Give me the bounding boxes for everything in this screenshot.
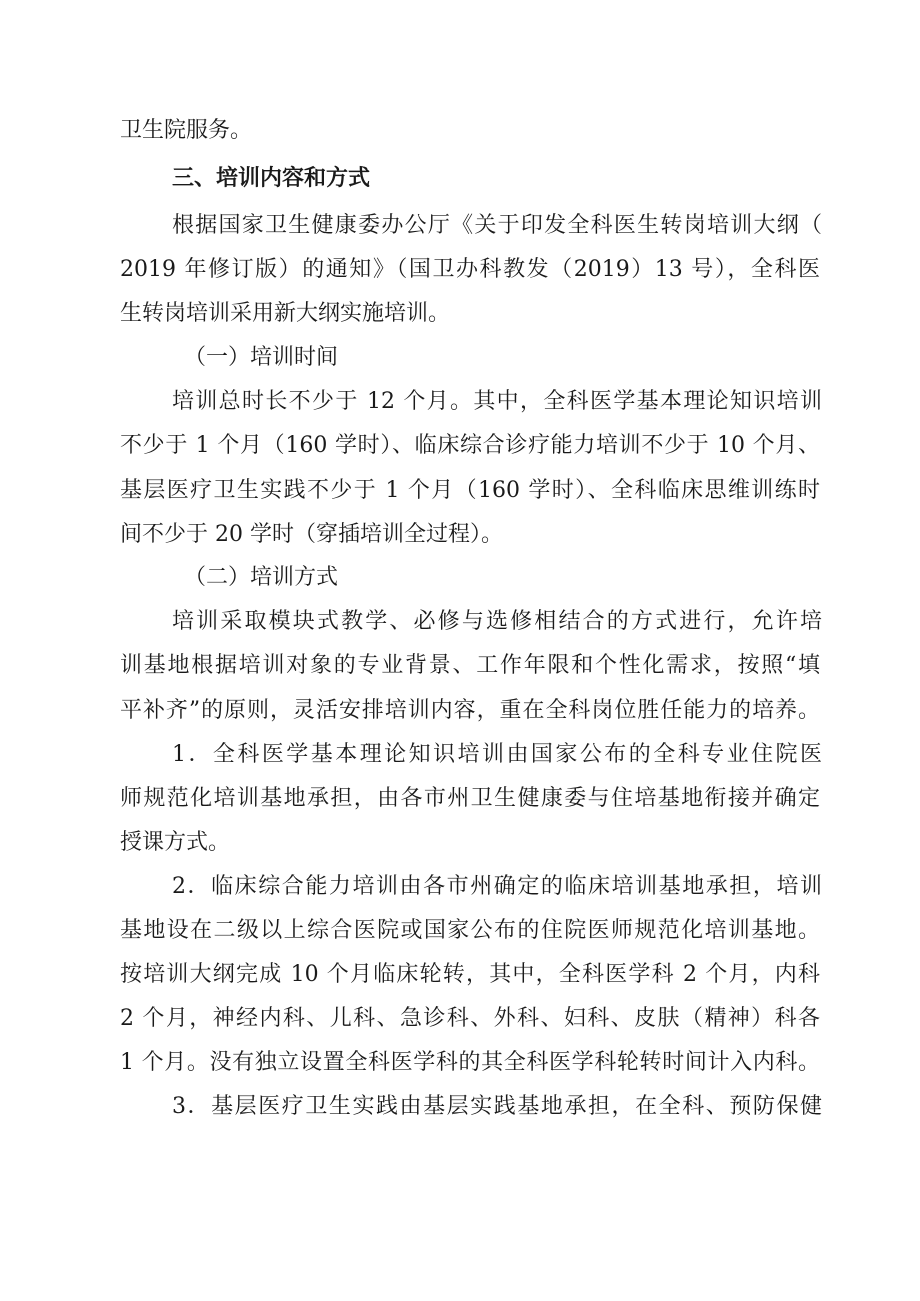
subsection-heading-1: （一）培训时间 [184, 345, 339, 370]
paragraph-line: 训基地根据培训对象的专业背景、工作年限和个性化需求，按照“填 [120, 653, 820, 678]
subsection-heading-2: （二）培训方式 [184, 565, 339, 590]
paragraph-line: 不少于 1 个月（160 学时）、临床综合诊疗能力培训不少于 10 个月、 [120, 433, 820, 458]
section-heading-3: 三、培训内容和方式 [172, 166, 371, 191]
paragraph-line: 间不少于 20 学时（穿插培训全过程）。 [120, 522, 503, 547]
paragraph-line: 3．基层医疗卫生实践由基层实践基地承担，在全科、预防保健 [172, 1094, 822, 1119]
paragraph-line: 生转岗培训采用新大纲实施培训。 [120, 301, 451, 326]
paragraph-line: 授课方式。 [120, 830, 231, 855]
paragraph-line: 平补齐”的原则，灵活安排培训内容，重在全科岗位胜任能力的培养。 [120, 698, 820, 723]
paragraph-line: 2．临床综合能力培训由各市州确定的临床培训基地承担，培训 [172, 874, 822, 899]
paragraph-line: 基地设在二级以上综合医院或国家公布的住院医师规范化培训基地。 [120, 918, 820, 943]
paragraph-line: 按培训大纲完成 10 个月临床轮转，其中，全科医学科 2 个月，内科 [120, 962, 820, 987]
paragraph-line: 根据国家卫生健康委办公厅《关于印发全科医生转岗培训大纲（ [172, 213, 822, 238]
paragraph-line: 培训采取模块式教学、必修与选修相结合的方式进行，允许培 [172, 609, 822, 634]
paragraph-line: 培训总时长不少于 12 个月。其中，全科医学基本理论知识培训 [172, 389, 822, 414]
paragraph-line: 1．全科医学基本理论知识培训由国家公布的全科专业住院医 [172, 742, 822, 767]
paragraph-line: 卫生院服务。 [120, 118, 253, 143]
paragraph-line: 1 个月。没有独立设置全科医学科的其全科医学科轮转时间计入内科。 [120, 1050, 820, 1075]
paragraph-line: 2 个月，神经内科、儿科、急诊科、外科、妇科、皮肤（精神）科各 [120, 1006, 820, 1031]
paragraph-line: 师规范化培训基地承担，由各市州卫生健康委与住培基地衔接并确定 [120, 786, 820, 811]
paragraph-line: 2019 年修订版）的通知》（国卫办科教发（2019）13 号），全科医 [120, 257, 820, 282]
paragraph-line: 基层医疗卫生实践不少于 1 个月（160 学时）、全科临床思维训练时 [120, 478, 820, 503]
